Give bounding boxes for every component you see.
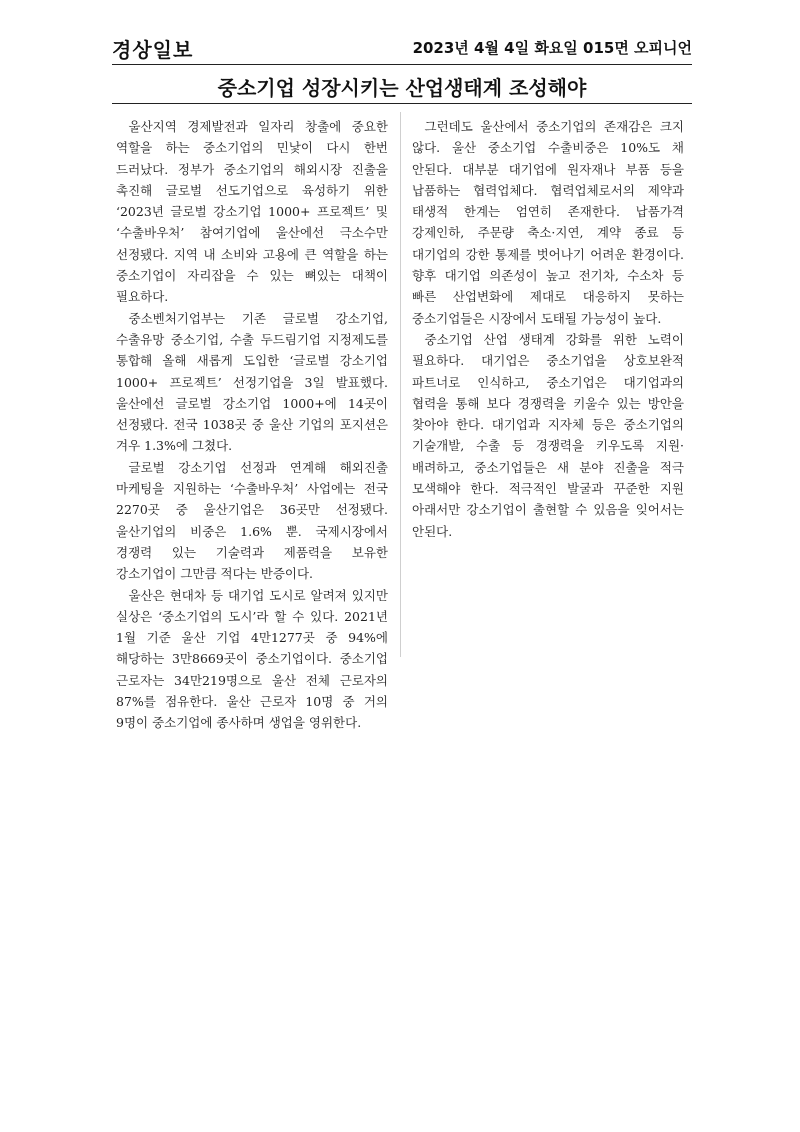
article-column-left (116, 116, 388, 734)
article-paragraph: 중소기업 산업 생태계 강화를 위한 노력이 필요하다. 대기업은 중소기업을 상호보완적 파트너로 인식하고, 중소기업은 대기업과의 협력을 통해 보다 경쟁력을 키울수 있는 방안을 찾아야 한다. 대기업과 지자체 등은 중소기업의 기술개발, 수출 등 경쟁력을 키우도록 지원·배려하고, 중소기업들은 새 분야 진출을 적극 모색해야 한다. 적극적인 발굴과 꾸준한 지원 아래서만 강소기업이 출현할 수 있음을 잊어서는 안된다. (412, 331, 684, 539)
issue-date-page: 2023년 4월 4일 화요일 015면 오피니언 (412, 39, 692, 57)
article-title: 중소기업 성장시키는 산업생태계 조성해야 (217, 76, 587, 100)
article-paragraph: 그런데도 울산에서 중소기업의 존재감은 크지 않다. 울산 중소기업 수출비중은 10%도 채 안된다. 대부분 대기업에 원자재나 부품 등을 납품하는 협력업체다. 협력업체로서의 제약과 태생적 한계는 엄연히 존재한다. 납품가격 강제인하, 주문량 축소·지연, 계약 종료 등 대기업의 강한 통제를 벗어나기 어려운 환경이다. 향후 대기업 의존성이 높고 전기차, 수소차 등 빠른 산업변화에 제대로 대응하지 못하는 중소기업들은 시장에서 도태될 가능성이 높다. (412, 119, 684, 326)
article-paragraph: 중소벤처기업부는 기존 글로벌 강소기업, 수출유망 중소기업, 수출 두드림기업 지정제도를 통합해 올해 새롭게 도입한 ‘글로벌 강소기업 1000+ 프로젝트’ 선정기업을 3일 발표했다. 울산에선 글로벌 강소기업 1000+에 14곳이 선정됐다. 전국 1038곳 중 울산 기업의 포지션은 겨우 1.3%에 그쳤다. (116, 310, 388, 454)
top-rule (112, 64, 692, 65)
bottom-rule (112, 103, 692, 104)
column-divider (400, 112, 401, 657)
newspaper-logo: 경상일보 (112, 38, 194, 62)
article-paragraph: 울산은 현대차 등 대기업 도시로 알려져 있지만 실상은 ‘중소기업의 도시’라 할 수 있다. 2021년 1월 기준 울산 기업 4만1277곳 중 94%에 해당하는 3만8669곳이 중소기업이다. 중소기업 근로자는 34만219명으로 울산 전체 근로자의 87%를 점유한다. 울산 근로자 10명 중 거의 9명이 중소기업에 종사하며 생업을 영위한다. (116, 587, 388, 731)
article-paragraph: 글로벌 강소기업 선정과 연계해 해외진출 마케팅을 지원하는 ‘수출바우처’ 사업에는 전국 2270곳 중 울산기업은 36곳만 선정됐다. 울산기업의 비중은 1.6% 뿐. 국제시장에서 경쟁력 있는 기술력과 제품력을 보유한 강소기업이 그만큼 적다는 반증이다. (116, 459, 388, 582)
article-column-right (412, 116, 684, 542)
article-paragraph: 울산지역 경제발전과 일자리 창출에 중요한 역할을 하는 중소기업의 민낯이 다시 한번 드러났다. 정부가 중소기업의 해외시장 진출을 촉진해 글로벌 선도기업으로 육성하기 위한 ‘2023년 글로벌 강소기업 1000+ 프로젝트’ 및 ‘수출바우처’ 참여기업에 울산에선 극소수만 선정됐다. 지역 내 소비와 고용에 큰 역할을 하는 중소기업이 자리잡을 수 있는 뼈있는 대책이 필요하다. (116, 119, 388, 305)
masthead (112, 34, 692, 60)
